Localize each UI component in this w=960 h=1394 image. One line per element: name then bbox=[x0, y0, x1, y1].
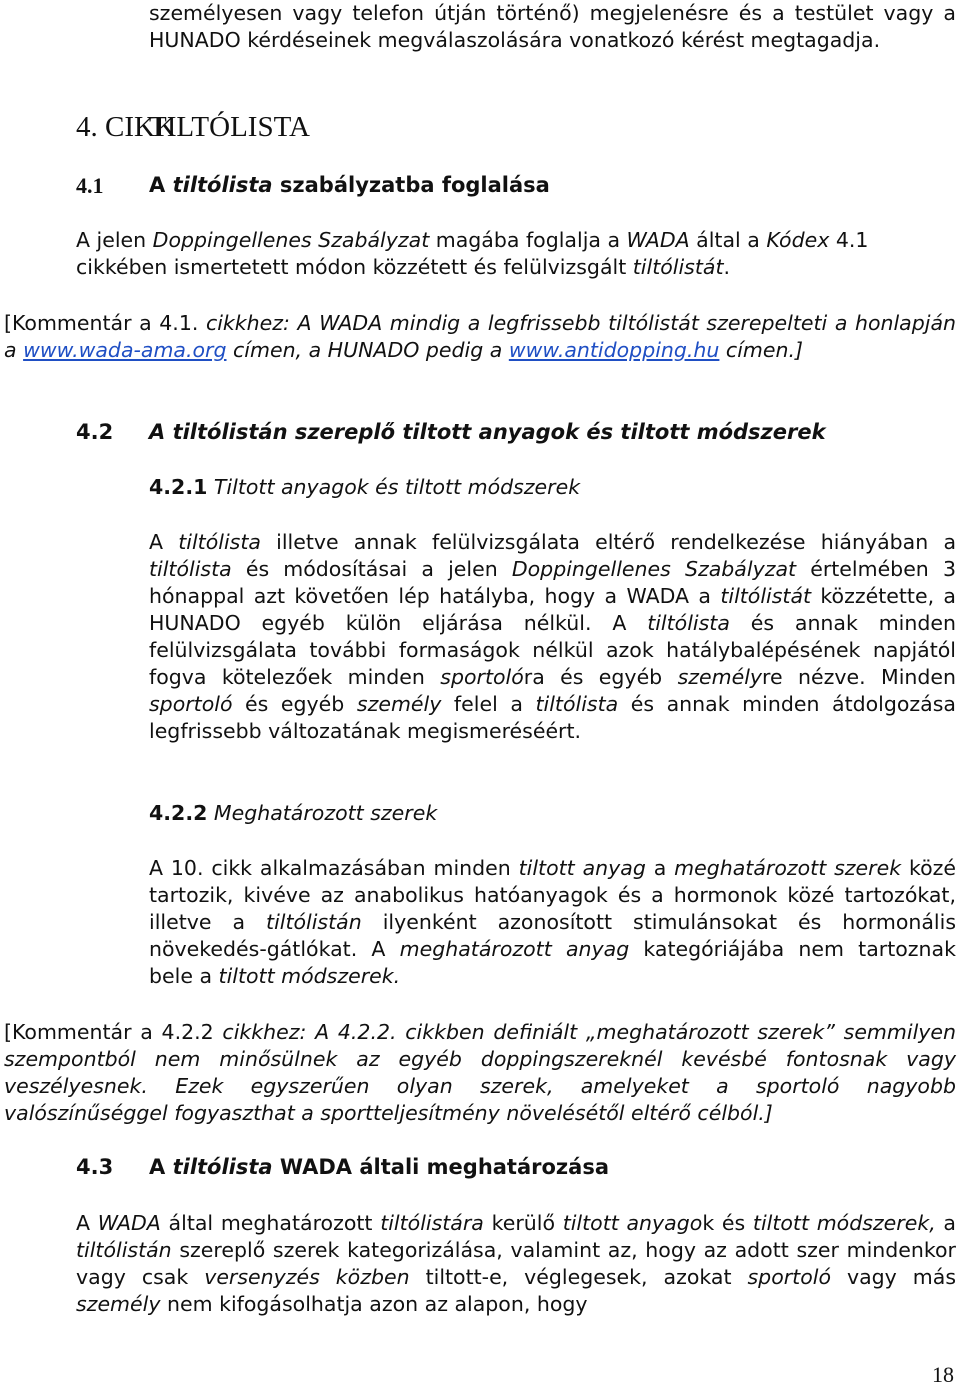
text-run: A bbox=[76, 1211, 98, 1235]
text-run: [Kommentár a 4.1. bbox=[4, 311, 206, 335]
text-run: személy bbox=[76, 1292, 161, 1316]
text-run: A bbox=[149, 530, 179, 554]
paragraph-continuation bbox=[149, 0, 956, 54]
paragraph-4-3 bbox=[76, 1210, 956, 1318]
text-run: illetve annak felülvizsgálata eltérő rendelkezése hiányában a bbox=[260, 530, 957, 554]
text-run: A 10. cikk alkalmazásában minden bbox=[149, 856, 519, 880]
text-run: A bbox=[149, 173, 173, 197]
text-run: A bbox=[149, 1155, 173, 1179]
heading-4-1-title bbox=[149, 172, 550, 199]
text-run: cikkhez: A 4.2.2. cikkben definiált „meghatározott szerek” semmilyen szempontból nem minősülnek az egyéb doppingszereknél kevésbé fontosnak vagy veszélyesnek. Ezek egyszerűen olyan szerek, amelyeket a sportoló nagyobb valószínűséggel fogyaszthat a sportteljesítmény növelésétől eltérő célból.] bbox=[4, 1020, 956, 1125]
heading-4-2-2-title: Meghatározott szerek bbox=[213, 801, 438, 825]
text-run: kategóriájába nem tartoznak bele a bbox=[149, 937, 956, 988]
text-run: tiltólista bbox=[149, 557, 232, 581]
text-run: WADA bbox=[97, 1211, 161, 1235]
text-run: címen, a HUNADO pedig a bbox=[226, 338, 509, 362]
text-run: sportoló bbox=[747, 1265, 831, 1289]
heading-4-2-number: 4.2 bbox=[76, 420, 114, 444]
text-run: és annak minden átdolgozása legfrissebb változatának megismeréséért. bbox=[149, 692, 956, 743]
text-run: Doppingellenes Szabályzat bbox=[152, 228, 430, 252]
text-run: Doppingellenes Szabályzat bbox=[511, 557, 797, 581]
section-4-title: TILTÓLISTA bbox=[149, 111, 310, 143]
text-run: a bbox=[645, 856, 675, 880]
text-run: A jelen bbox=[76, 228, 153, 252]
text-run: tiltott-e, véglegesek, azokat bbox=[409, 1265, 748, 1289]
text-run: tiltólistát bbox=[632, 255, 724, 279]
page-number: 18 bbox=[932, 1362, 954, 1387]
text-run: versenyzés közben bbox=[204, 1265, 410, 1289]
text-run: tiltott anyag bbox=[518, 856, 646, 880]
text-run: re nézve. Minden bbox=[762, 665, 957, 689]
text-run: ilyenként azonosított stimulánsokat és hormonális növekedés-gátlókat. A bbox=[149, 910, 957, 961]
text-run: tiltott anyago bbox=[562, 1211, 703, 1235]
heading-4-2-title: A tiltólistán szereplő tiltott anyagok és tiltott módszerek bbox=[149, 420, 826, 444]
text-run: sportoló bbox=[440, 665, 524, 689]
comment-4-1 bbox=[4, 310, 956, 364]
heading-4-3-number: 4.3 bbox=[76, 1155, 114, 1179]
text-run: szabályzatba foglalása bbox=[272, 173, 550, 197]
heading-4-2-1-title: Tiltott anyagok és tiltott módszerek bbox=[213, 475, 581, 499]
text-run: vagy más bbox=[830, 1265, 956, 1289]
text-run: személyesen vagy telefon útján történő) megjelenésre és a testület vagy a HUNADO kérdéseinek megválaszolására vonatkozó kérést megtagadja. bbox=[149, 1, 956, 52]
text-run: és módosításai a jelen bbox=[231, 557, 512, 581]
text-run: tiltólista bbox=[535, 692, 619, 716]
section-4-number: 4. CIKK bbox=[76, 111, 176, 143]
heading-4-2-2 bbox=[149, 800, 437, 827]
text-run: [Kommentár a 4.2.2 bbox=[4, 1020, 223, 1044]
text-run: címen.] bbox=[719, 338, 803, 362]
text-run: tiltólista bbox=[172, 173, 273, 197]
text-run: személy bbox=[677, 665, 763, 689]
text-run: magába foglalja a bbox=[429, 228, 627, 252]
comment-4-2-2 bbox=[4, 1019, 956, 1127]
text-run: tiltólistát bbox=[720, 584, 812, 608]
link-text[interactable]: www.antidopping.hu bbox=[508, 338, 720, 362]
text-run: tiltott módszerek, bbox=[752, 1211, 936, 1235]
heading-4-2-1 bbox=[149, 474, 580, 501]
text-run: kerülő bbox=[483, 1211, 563, 1235]
text-run: meghatározott anyag bbox=[399, 937, 630, 961]
text-run: tiltólista bbox=[647, 611, 730, 635]
text-run: meghatározott szerek bbox=[674, 856, 902, 880]
paragraph-4-2-1 bbox=[149, 529, 956, 745]
text-run: tiltólista bbox=[178, 530, 261, 554]
text-run: tiltólistára bbox=[380, 1211, 484, 1235]
link-text[interactable]: www.wada-ama.org bbox=[23, 338, 227, 362]
text-run: k és bbox=[702, 1211, 753, 1235]
heading-4-1-number: 4.1 bbox=[76, 173, 104, 198]
heading-4-2-1-number: 4.2.1 bbox=[149, 475, 208, 499]
text-run: szereplő szerek kategorizálása, valamint az, hogy az adott szer mindenkor vagy csak bbox=[76, 1238, 956, 1289]
text-run: által meghatározott bbox=[160, 1211, 381, 1235]
text-run: által a bbox=[689, 228, 767, 252]
text-run: értelmében 3 hónappal azt követően lép hatályba, hogy a WADA a bbox=[149, 557, 956, 608]
text-run: . bbox=[723, 255, 731, 279]
text-run: személy bbox=[356, 692, 442, 716]
paragraph-4-1 bbox=[76, 227, 956, 281]
text-run: tiltott módszerek. bbox=[218, 964, 401, 988]
paragraph-4-2-2 bbox=[149, 855, 956, 990]
text-run: WADA bbox=[626, 228, 690, 252]
text-run: nem kifogásolhatja azon az alapon, hogy bbox=[160, 1292, 588, 1316]
text-run: WADA általi meghatározása bbox=[272, 1155, 609, 1179]
text-run: felel a bbox=[441, 692, 536, 716]
text-run: közé tartozik, kivéve az anabolikus hatóanyagok és a hormonok közé tartozókat, illetve a bbox=[149, 856, 956, 934]
text-run: Kódex bbox=[766, 228, 830, 252]
text-run: tiltólista bbox=[172, 1155, 273, 1179]
heading-4-3-title bbox=[149, 1154, 609, 1181]
text-run: közzétette, a HUNADO egyéb külön eljárása nélkül. A bbox=[149, 584, 956, 635]
text-run: tiltólistán bbox=[76, 1238, 172, 1262]
text-run: és annak minden felülvizsgálata további formaságok nélkül azok hatálybalépésének napjától fogva kötelezőek minden bbox=[149, 611, 956, 689]
heading-4-2-2-number: 4.2.2 bbox=[149, 801, 208, 825]
text-run: cikkhez: A WADA mindig a legfrissebb tiltólistát szerepelteti a honlapján a bbox=[4, 311, 957, 362]
text-run: 4.1 cikkében ismertetett módon közzétett és felülvizsgált bbox=[76, 228, 869, 279]
text-run: és egyéb bbox=[232, 692, 357, 716]
text-run: sportoló bbox=[149, 692, 233, 716]
text-run: ra és egyéb bbox=[523, 665, 678, 689]
text-run: tiltólistán bbox=[266, 910, 362, 934]
text-run: a bbox=[935, 1211, 956, 1235]
